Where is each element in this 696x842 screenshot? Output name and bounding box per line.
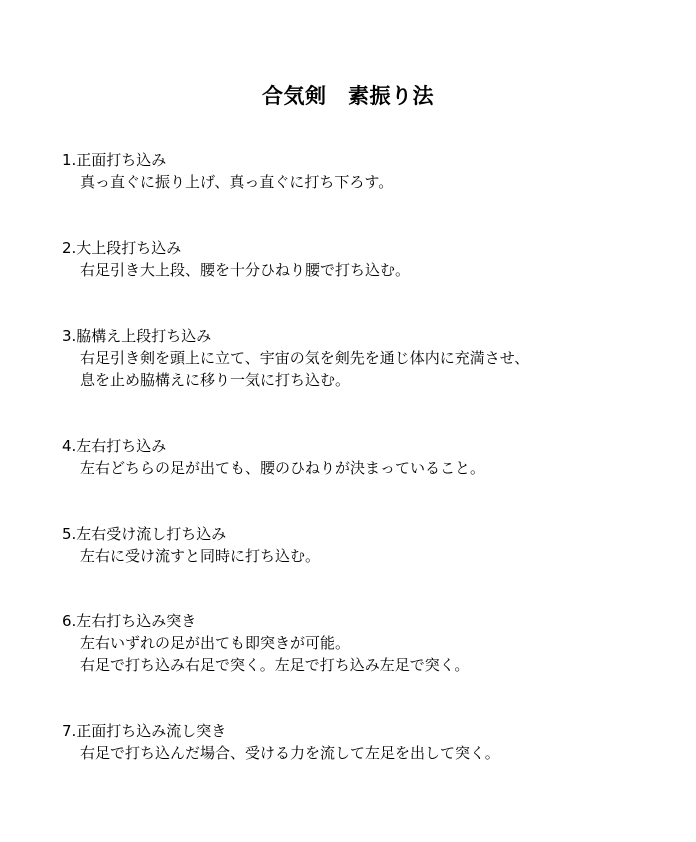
technique-section-3 [62, 325, 662, 391]
technique-description: 左右に受け流すと同時に打ち込む。 [80, 547, 321, 565]
technique-heading: 5.左右受け流し打ち込み [62, 525, 227, 543]
technique-description: 左右いずれの足が出ても即突きが可能。 [80, 634, 351, 652]
page-title: 合気剣 素振り法 [262, 84, 434, 108]
technique-description: 右足で打ち込み右足で突く。左足で打ち込み左足で突く。 [80, 656, 470, 674]
technique-heading: 6.左右打ち込み突き [62, 612, 197, 630]
technique-heading: 7.正面打ち込み流し突き [62, 722, 227, 740]
technique-description: 息を止め脇構えに移り一気に打ち込む。 [80, 371, 351, 389]
technique-description: 右足引き大上段、腰を十分ひねり腰で打ち込む。 [80, 261, 411, 279]
technique-section-7 [62, 720, 662, 764]
technique-heading: 1.正面打ち込み [62, 151, 167, 169]
technique-section-4 [62, 435, 662, 479]
technique-description: 右足引き剣を頭上に立て、宇宙の気を剣先を通じ体内に充満させ、 [80, 349, 530, 367]
technique-section-6 [62, 610, 662, 676]
technique-heading: 4.左右打ち込み [62, 437, 167, 455]
technique-heading: 3.脇構え上段打ち込み [62, 327, 212, 345]
technique-section-5 [62, 523, 662, 567]
technique-section-1 [62, 149, 662, 193]
technique-section-2 [62, 237, 662, 281]
technique-heading: 2.大上段打ち込み [62, 239, 182, 257]
technique-description: 真っ直ぐに振り上げ、真っ直ぐに打ち下ろす。 [80, 173, 394, 191]
technique-description: 左右どちらの足が出ても、腰のひねりが決まっていること。 [80, 459, 486, 477]
technique-description: 右足で打ち込んだ場合、受ける力を流して左足を出して突く。 [80, 744, 500, 762]
